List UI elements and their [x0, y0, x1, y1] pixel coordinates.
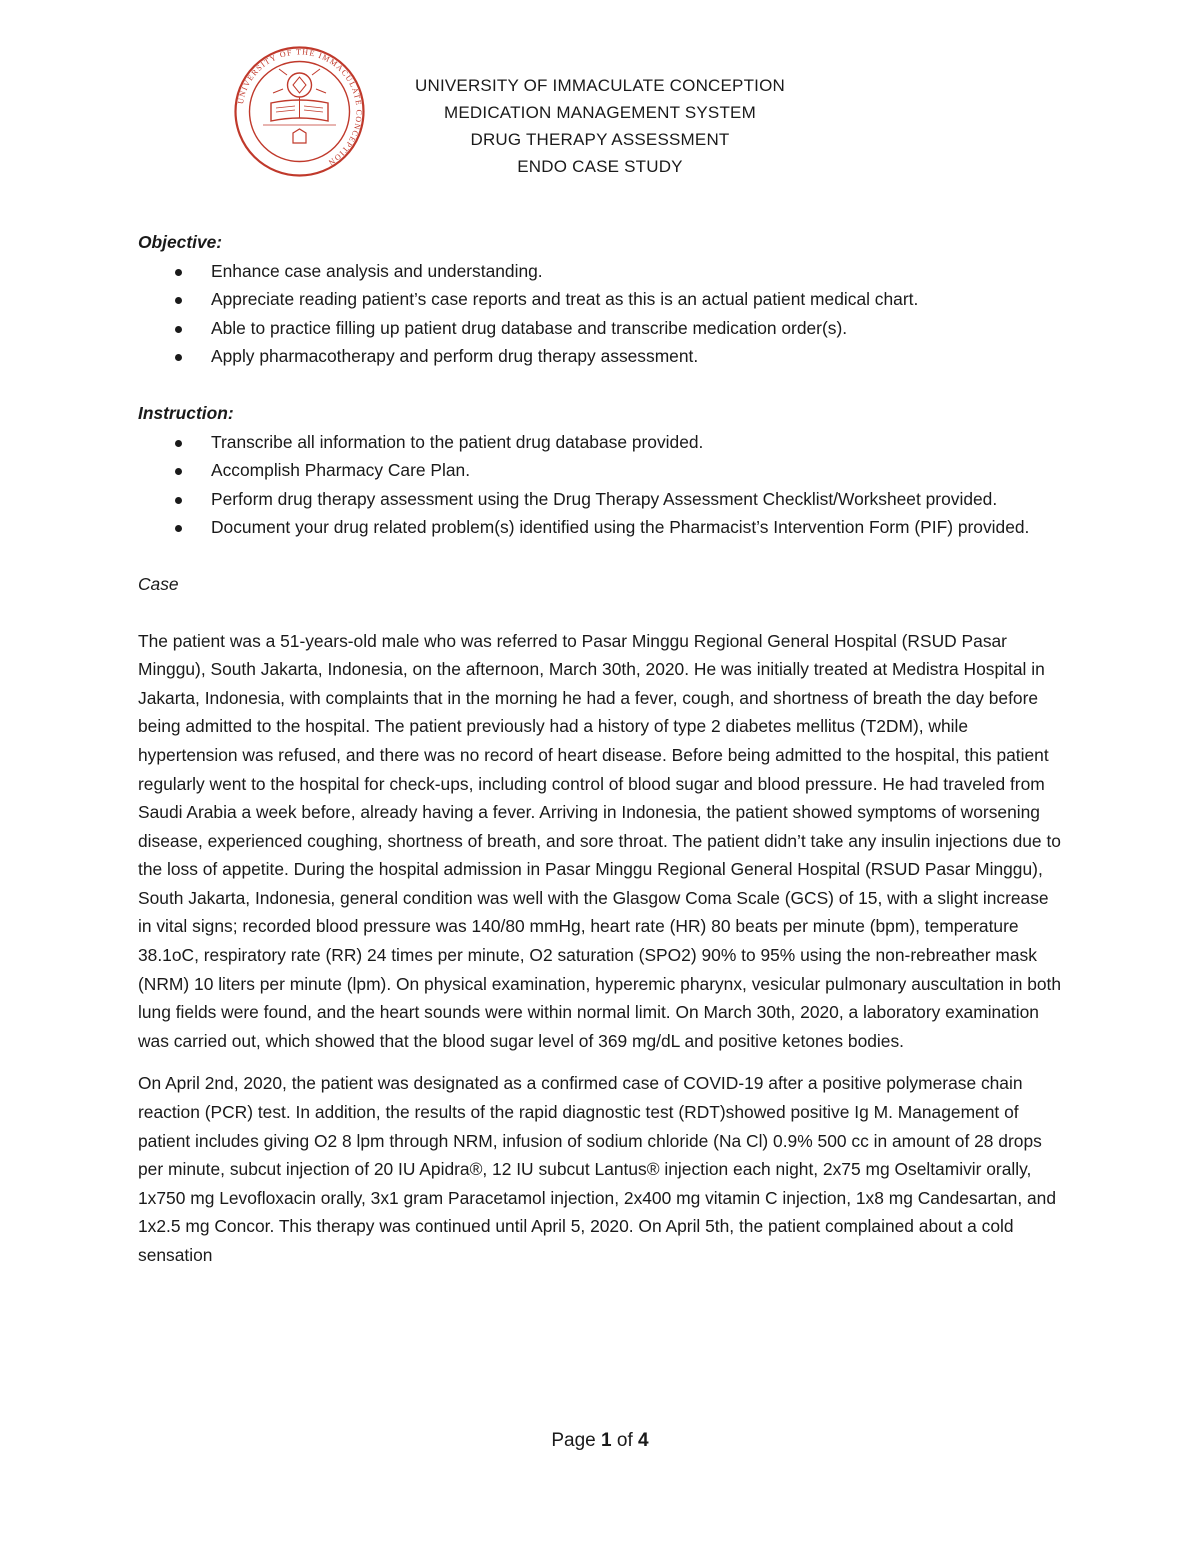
bullet-icon	[175, 497, 182, 504]
instruction-list	[138, 428, 1063, 542]
list-item: Transcribe all information to the patient drug database provided.	[138, 428, 1063, 457]
header-assessment: DRUG THERAPY ASSESSMENT	[470, 130, 730, 149]
seal-ring-text: UNIVERSITY OF THE IMMACULATE CONCEPTION	[235, 47, 364, 168]
document-body	[138, 228, 1063, 1270]
case-paragraph-2: On April 2nd, 2020, the patient was designated as a confirmed case of COVID-19 after a positive polymerase chain reaction (PCR) test. In addition, the results of the rapid diagnostic test (RDT)showed positive Ig M. Management of patient includes giving O2 8 lpm through NRM, infusion of sodium chloride (Na Cl) 0.9% 500 cc in amount of 28 drops per minute, subcut injection of 20 IU Apidra®, 12 IU subcut Lantus® injection each night, 2x75 mg Oseltamivir orally, 1x750 mg Levofloxacin orally, 3x1 gram Paracetamol injection, 2x400 mg vitamin C injection, 1x8 mg Candesartan, and 1x2.5 mg Concor. This therapy was continued until April 5, 2020. On April 5th, the patient complained about a cold sensation	[138, 1073, 1056, 1265]
bullet-icon	[175, 525, 182, 532]
document-header	[360, 72, 840, 180]
bullet-icon	[175, 297, 182, 304]
list-item: Apply pharmacotherapy and perform drug therapy assessment.	[138, 342, 1063, 371]
list-item: Document your drug related problem(s) identified using the Pharmacist’s Intervention Form (PIF) provided.	[138, 513, 1063, 542]
objective-heading: Objective:	[138, 232, 223, 252]
bullet-icon	[175, 269, 182, 276]
university-seal-icon	[233, 45, 366, 178]
case-paragraph-1: The patient was a 51-years-old male who was referred to Pasar Minggu Regional General Hospital (RSUD Pasar Minggu), South Jakarta, Indonesia, on the afternoon, March 30th, 2020. He was initially treated at Medistra Hospital in Jakarta, Indonesia, with complaints that in the morning he had a fever, cough, and shortness of breath the day before being admitted to the hospital. The patient previously had a history of type 2 diabetes mellitus (T2DM), while hypertension was refused, and there was no record of heart disease. Before being admitted to the hospital, this patient regularly went to the hospital for check-ups, including control of blood sugar and blood pressure. He had traveled from Saudi Arabia a week before, already having a fever. Arriving in Indonesia, the patient showed symptoms of worsening disease, experienced coughing, shortness of breath, and sore throat. The patient didn’t take any insulin injections due to the loss of appetite. During the hospital admission in Pasar Minggu Regional General Hospital (RSUD Pasar Minggu), South Jakarta, Indonesia, general condition was well with the Glasgow Coma Scale (GCS) of 15, with a slight increase in vital signs; recorded blood pressure was 140/80 mmHg, heart rate (HR) 80 beats per minute (bpm), temperature 38.1oC, respiratory rate (RR) 24 times per minute, O2 saturation (SPO2) 90% to 95% using the non-rebreather mask (NRM) 10 liters per minute (lpm). On physical examination, hyperemic pharynx, vesicular pulmonary auscultation in both lung fields were found, and the heart sounds were within normal limit. On March 30th, 2020, a laboratory examination was carried out, which showed that the blood sugar level of 369 mg/dL and positive ketones bodies.	[138, 630, 1062, 1051]
header-case-study: ENDO CASE STUDY	[517, 157, 683, 176]
list-item: Appreciate reading patient’s case reports and treat as this is an actual patient medical chart.	[138, 285, 1063, 314]
bullet-icon	[175, 326, 182, 333]
bullet-icon	[175, 440, 182, 447]
list-item: Enhance case analysis and understanding.	[138, 257, 1063, 286]
list-item: Perform drug therapy assessment using the Drug Therapy Assessment Checklist/Worksheet provided.	[138, 485, 1063, 514]
objective-list	[138, 257, 1063, 371]
header-system: MEDICATION MANAGEMENT SYSTEM	[444, 103, 756, 122]
list-item: Accomplish Pharmacy Care Plan.	[138, 456, 1063, 485]
case-heading: Case	[138, 573, 179, 594]
instruction-heading: Instruction:	[138, 402, 234, 423]
bullet-icon	[175, 354, 182, 361]
bullet-icon	[175, 468, 182, 475]
list-item: Able to practice filling up patient drug database and transcribe medication order(s).	[138, 314, 1063, 343]
header-university: UNIVERSITY OF IMMACULATE CONCEPTION	[414, 76, 786, 95]
page-number: Page 1 of 4	[551, 1430, 649, 1451]
